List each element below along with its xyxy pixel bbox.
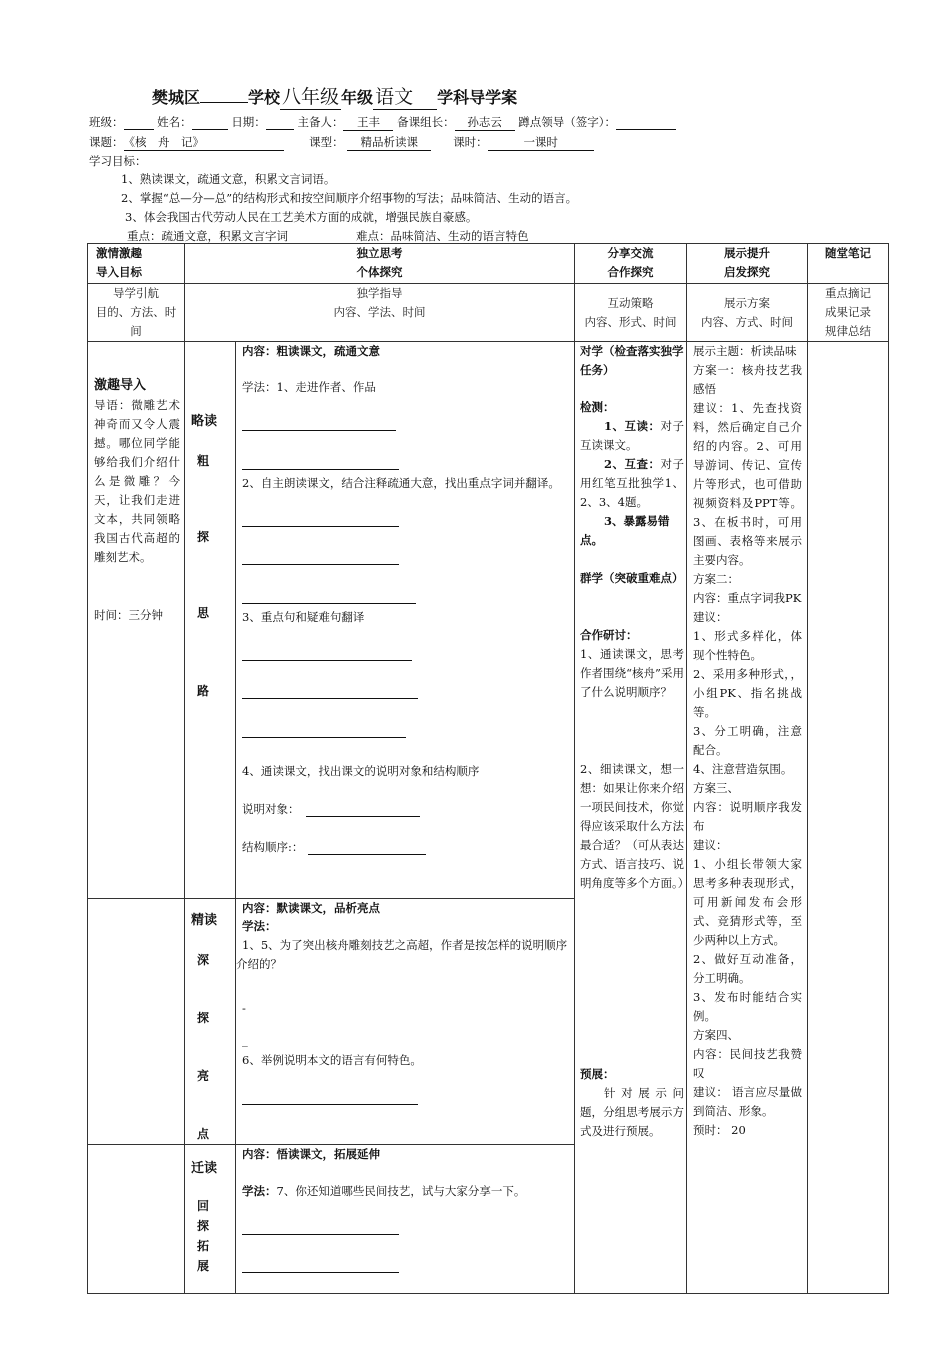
grade-value: 八年级: [280, 82, 341, 110]
stage2-content: 内容：默读课文，品析亮点: [242, 901, 380, 915]
topic-value: 《核 舟 记》: [124, 134, 284, 151]
subheader-col2-line1: 独学指导: [356, 286, 403, 300]
difficulty: 难点：品味简洁、生动的语言特色: [356, 229, 529, 243]
stage2-char: 亮: [197, 1069, 210, 1083]
stage1-char: 粗: [197, 454, 210, 468]
subheader-col2-line2: 内容、学法、时间: [333, 305, 426, 319]
stage1-row: [88, 342, 889, 899]
subheader-col4: [687, 284, 808, 342]
answer-line: [242, 698, 418, 699]
c2-label: 2、互查：: [604, 457, 661, 471]
subheader-col5-line3: 规律总结: [825, 324, 871, 338]
grade-suffix: 年级: [341, 88, 374, 107]
header-col1-line2: 导入目标: [96, 265, 142, 279]
hours-label: 课时：: [453, 135, 488, 149]
answer-line: [242, 564, 399, 565]
answer-line: [242, 430, 396, 431]
supervisor-label: 蹲点领导（签字）：: [518, 115, 617, 129]
subject-value: 语文: [373, 82, 437, 110]
answer-line: [242, 469, 399, 470]
group-leader-label: 备课组长：: [397, 115, 455, 129]
subheader-row: [88, 284, 889, 342]
header-row: [88, 244, 889, 284]
subheader-col1: [88, 284, 185, 342]
stage1-q2: 2、自主朗读课文，结合注释疏通大意，找出重点字词并翻译。: [242, 476, 560, 490]
date-blank: [266, 115, 294, 130]
answer-line: [242, 526, 399, 527]
answer-line: [242, 737, 406, 738]
subheader-col5-line2: 成果记录: [825, 305, 871, 319]
subheader-col5: [808, 284, 889, 342]
subheader-col1-line2: 目的、方法、时: [95, 305, 177, 319]
stage1-content: 内容：粗读课文，疏通文意: [242, 344, 380, 358]
stage3-name: 迁读: [191, 1161, 218, 1176]
subheader-col3: [575, 284, 687, 342]
stage3-char: 展: [197, 1259, 210, 1273]
header-col1-line1: 激情激趣: [96, 246, 142, 260]
coop-title: 对学（检查落实独学任务）: [580, 344, 684, 377]
school-suffix: 学校: [248, 88, 281, 107]
stage3-char: 拓: [197, 1239, 210, 1253]
date-label: 日期：: [231, 115, 266, 129]
intro-cell: [88, 342, 185, 899]
stage2-method: 学法：: [242, 919, 277, 933]
order-label: 结构顺序:：: [242, 840, 304, 854]
stage1-char: 探: [197, 530, 210, 544]
stage3-content: 内容：悟读课文，拓展延伸: [242, 1147, 380, 1161]
stage2-char: 点: [197, 1127, 210, 1141]
stage3-method-label: 学法：: [242, 1184, 277, 1198]
group-leader-value: 孙志云: [455, 114, 515, 131]
stage2-empty-cell: [88, 899, 185, 1145]
header-col5: 随堂笔记: [808, 244, 889, 284]
answer-line: [242, 660, 412, 661]
research-label: 合作研讨：: [580, 628, 638, 642]
group-title: 群学（突破重难点）: [580, 571, 684, 585]
notes-cell: [808, 342, 889, 1294]
c1-text: 对子互读课文。: [580, 419, 684, 452]
type-value: 精品析读课: [347, 134, 431, 151]
class-blank: [124, 115, 154, 130]
check-item-2: [580, 455, 684, 512]
subheader-col1-line3: 间: [130, 324, 142, 338]
display-cell: [687, 342, 808, 1294]
answer-line: [242, 1272, 399, 1273]
header-col4: [687, 244, 808, 284]
stage3-empty-cell: [88, 1145, 185, 1294]
page-title: [152, 82, 517, 110]
stage1-q4: 4、通读课文，找出课文的说明对象和结构顺序: [242, 764, 480, 778]
name-label: 姓名：: [157, 115, 192, 129]
header-col4-line2: 启发探究: [724, 265, 770, 279]
key-points: 重点：疏通文意，积累文言字词: [127, 229, 288, 243]
intro-time: 时间：三分钟: [94, 608, 163, 622]
stage1-char: 路: [197, 684, 210, 698]
objectives-label: 学习目标：: [89, 154, 147, 168]
stage1-method: 学法：1、走进作者、作品: [242, 380, 376, 394]
stage2-q5: 1、5、为了突出核舟雕刻技艺之高超，作者是按怎样的说明顺序介绍的？: [236, 938, 568, 971]
header-col4-line1: 展示提升: [724, 246, 770, 260]
school-blank: [200, 88, 248, 103]
header-col3-line1: 分享交流: [607, 246, 654, 260]
check-label: 检测：: [580, 400, 615, 414]
subject-suffix: 学科导学案: [437, 88, 518, 107]
type-label: 课型：: [309, 135, 344, 149]
objective-item: 2、掌握“总—分—总”的结构形式和按空间顺序介绍事物的写法；品味简洁、生动的语言。: [121, 191, 578, 205]
check-item-1: [580, 417, 684, 455]
dash-mark: -: [242, 1001, 246, 1015]
header-col3: [575, 244, 687, 284]
stage2-q6: 6、举例说明本文的语言有何特色。: [242, 1053, 422, 1067]
header-col2-line2: 个体探究: [356, 265, 403, 279]
c2-text: 对子用红笔互批独学1、2、3、4题。: [580, 457, 684, 509]
class-label: 班级：: [89, 115, 124, 129]
object-label: 说明对象：: [242, 802, 300, 816]
subheader-col1-line1: 导学引航: [113, 286, 159, 300]
hours-value: 一课时: [488, 134, 594, 151]
header-col1: [88, 244, 185, 284]
check-item-3: 3、暴露易错点。: [580, 514, 670, 547]
subheader-col5-line1: 重点摘记: [825, 286, 871, 300]
stage3-method-line: [242, 1182, 525, 1201]
objective-item: 1、熟读课文，疏通文意，积累文言词语。: [121, 172, 336, 186]
preview-text: 针对展示问题，分组思考展示方式及进行预展。: [580, 1086, 684, 1138]
answer-line: [242, 1234, 399, 1235]
header-col2: [185, 244, 575, 284]
stage2-char: 深: [197, 953, 210, 967]
research-item-2: 2、细读课文，想一想：如果让你来介绍一项民间技术，你觉得应该采取什么方法最合适？（可从表达方式、语言技巧、说明角度等多个方面。）: [580, 762, 690, 890]
stage3-char: 探: [197, 1219, 210, 1233]
intro-title: 激趣导入: [94, 378, 147, 393]
subheader-col4-line1: 展示方案: [724, 296, 770, 310]
info-row-1: [89, 114, 676, 131]
answer-line: [242, 1104, 418, 1105]
answer-line: [242, 603, 416, 604]
stage1-name: 略读: [191, 414, 218, 429]
preview-label: 预展：: [580, 1067, 615, 1081]
stage1-content-cell: [236, 342, 575, 899]
topic-label: 课题：: [89, 135, 124, 149]
stage1-q3: 3、重点句和疑难句翻译: [242, 610, 365, 624]
stage2-char: 探: [197, 1011, 210, 1025]
answer-line: [306, 816, 420, 817]
district-name: 樊城区: [152, 88, 201, 107]
guide-table: [87, 243, 889, 1294]
objective-item: 3、体会我国古代劳动人民在工艺美术方面的成就，增强民族自豪感。: [125, 210, 478, 224]
research-item-1: 1、通读课文，思考作者围绕“核舟”采用了什么说明顺序？: [580, 647, 684, 699]
intro-text: 导语：微雕艺术神奇而又令人震撼。哪位同学能够给我们介绍什么是微雕？今天，让我们走进文本，共同领略我国古代高超的雕刻艺术。: [94, 398, 180, 564]
preparer-value: 王丰: [343, 114, 393, 131]
stage3-method: 7、你还知道哪些民间技艺，试与大家分享一下。: [276, 1184, 526, 1198]
answer-line: [308, 854, 426, 855]
cooperation-cell: [575, 342, 690, 1294]
stage1-char: 思: [197, 606, 210, 620]
name-blank: [192, 115, 228, 130]
header-col3-line2: 合作探究: [607, 265, 654, 279]
c1-label: 1、互读：: [604, 419, 661, 433]
stage3-content-cell: [236, 1145, 575, 1294]
subheader-col3-line2: 内容、形式、时间: [584, 315, 677, 329]
subheader-col3-line1: 互动策略: [607, 296, 654, 310]
subheader-col4-line2: 内容、方式、时间: [701, 315, 793, 329]
supervisor-blank: [616, 115, 676, 130]
info-row-2: [89, 134, 594, 151]
stage2-content-cell: [236, 899, 575, 1145]
header-col2-line1: 独立思考: [356, 246, 403, 260]
subheader-col2: [185, 284, 575, 342]
stage2-label-cell: [185, 899, 236, 1145]
stage3-char: 回: [197, 1199, 210, 1213]
stage2-name: 精读: [191, 913, 218, 928]
stage1-label-cell: [185, 342, 236, 899]
display-text: 展示主题：析读品味 方案一：核舟技艺我感悟 建议：1、先查找资料，然后确定自己介绍的内容。2、可用导游词、传记、宣传片等形式，也可借助视频资料及PPT等。3、在板书时，可用图画、表格等来展示主要内容。 方案二： 内容：重点字词我PK 建议： 1、形式多样化，体现个性特色。 2、采用多种形式，，小组PK、指名挑战等。 3、分工明确，注意配合。 4、注意营造氛围。 方案三、 内容：说明顺序我发布 建议： 1、小组长带领大家思考多种表现形式，可用新闻发布会形式、竞猜形式等，至少两种以上方式。 2、做好互动准备，分工明确。 3、发布时能结合实例。 方案四、 内容：民间技艺我赞叹 建议： 语言应尽量做到简洁、形象。 预时： 20: [693, 344, 802, 1137]
preparer-label: 主备人：: [297, 115, 344, 129]
stage3-label-cell: [185, 1145, 236, 1294]
dash-mark: _: [242, 1033, 248, 1047]
